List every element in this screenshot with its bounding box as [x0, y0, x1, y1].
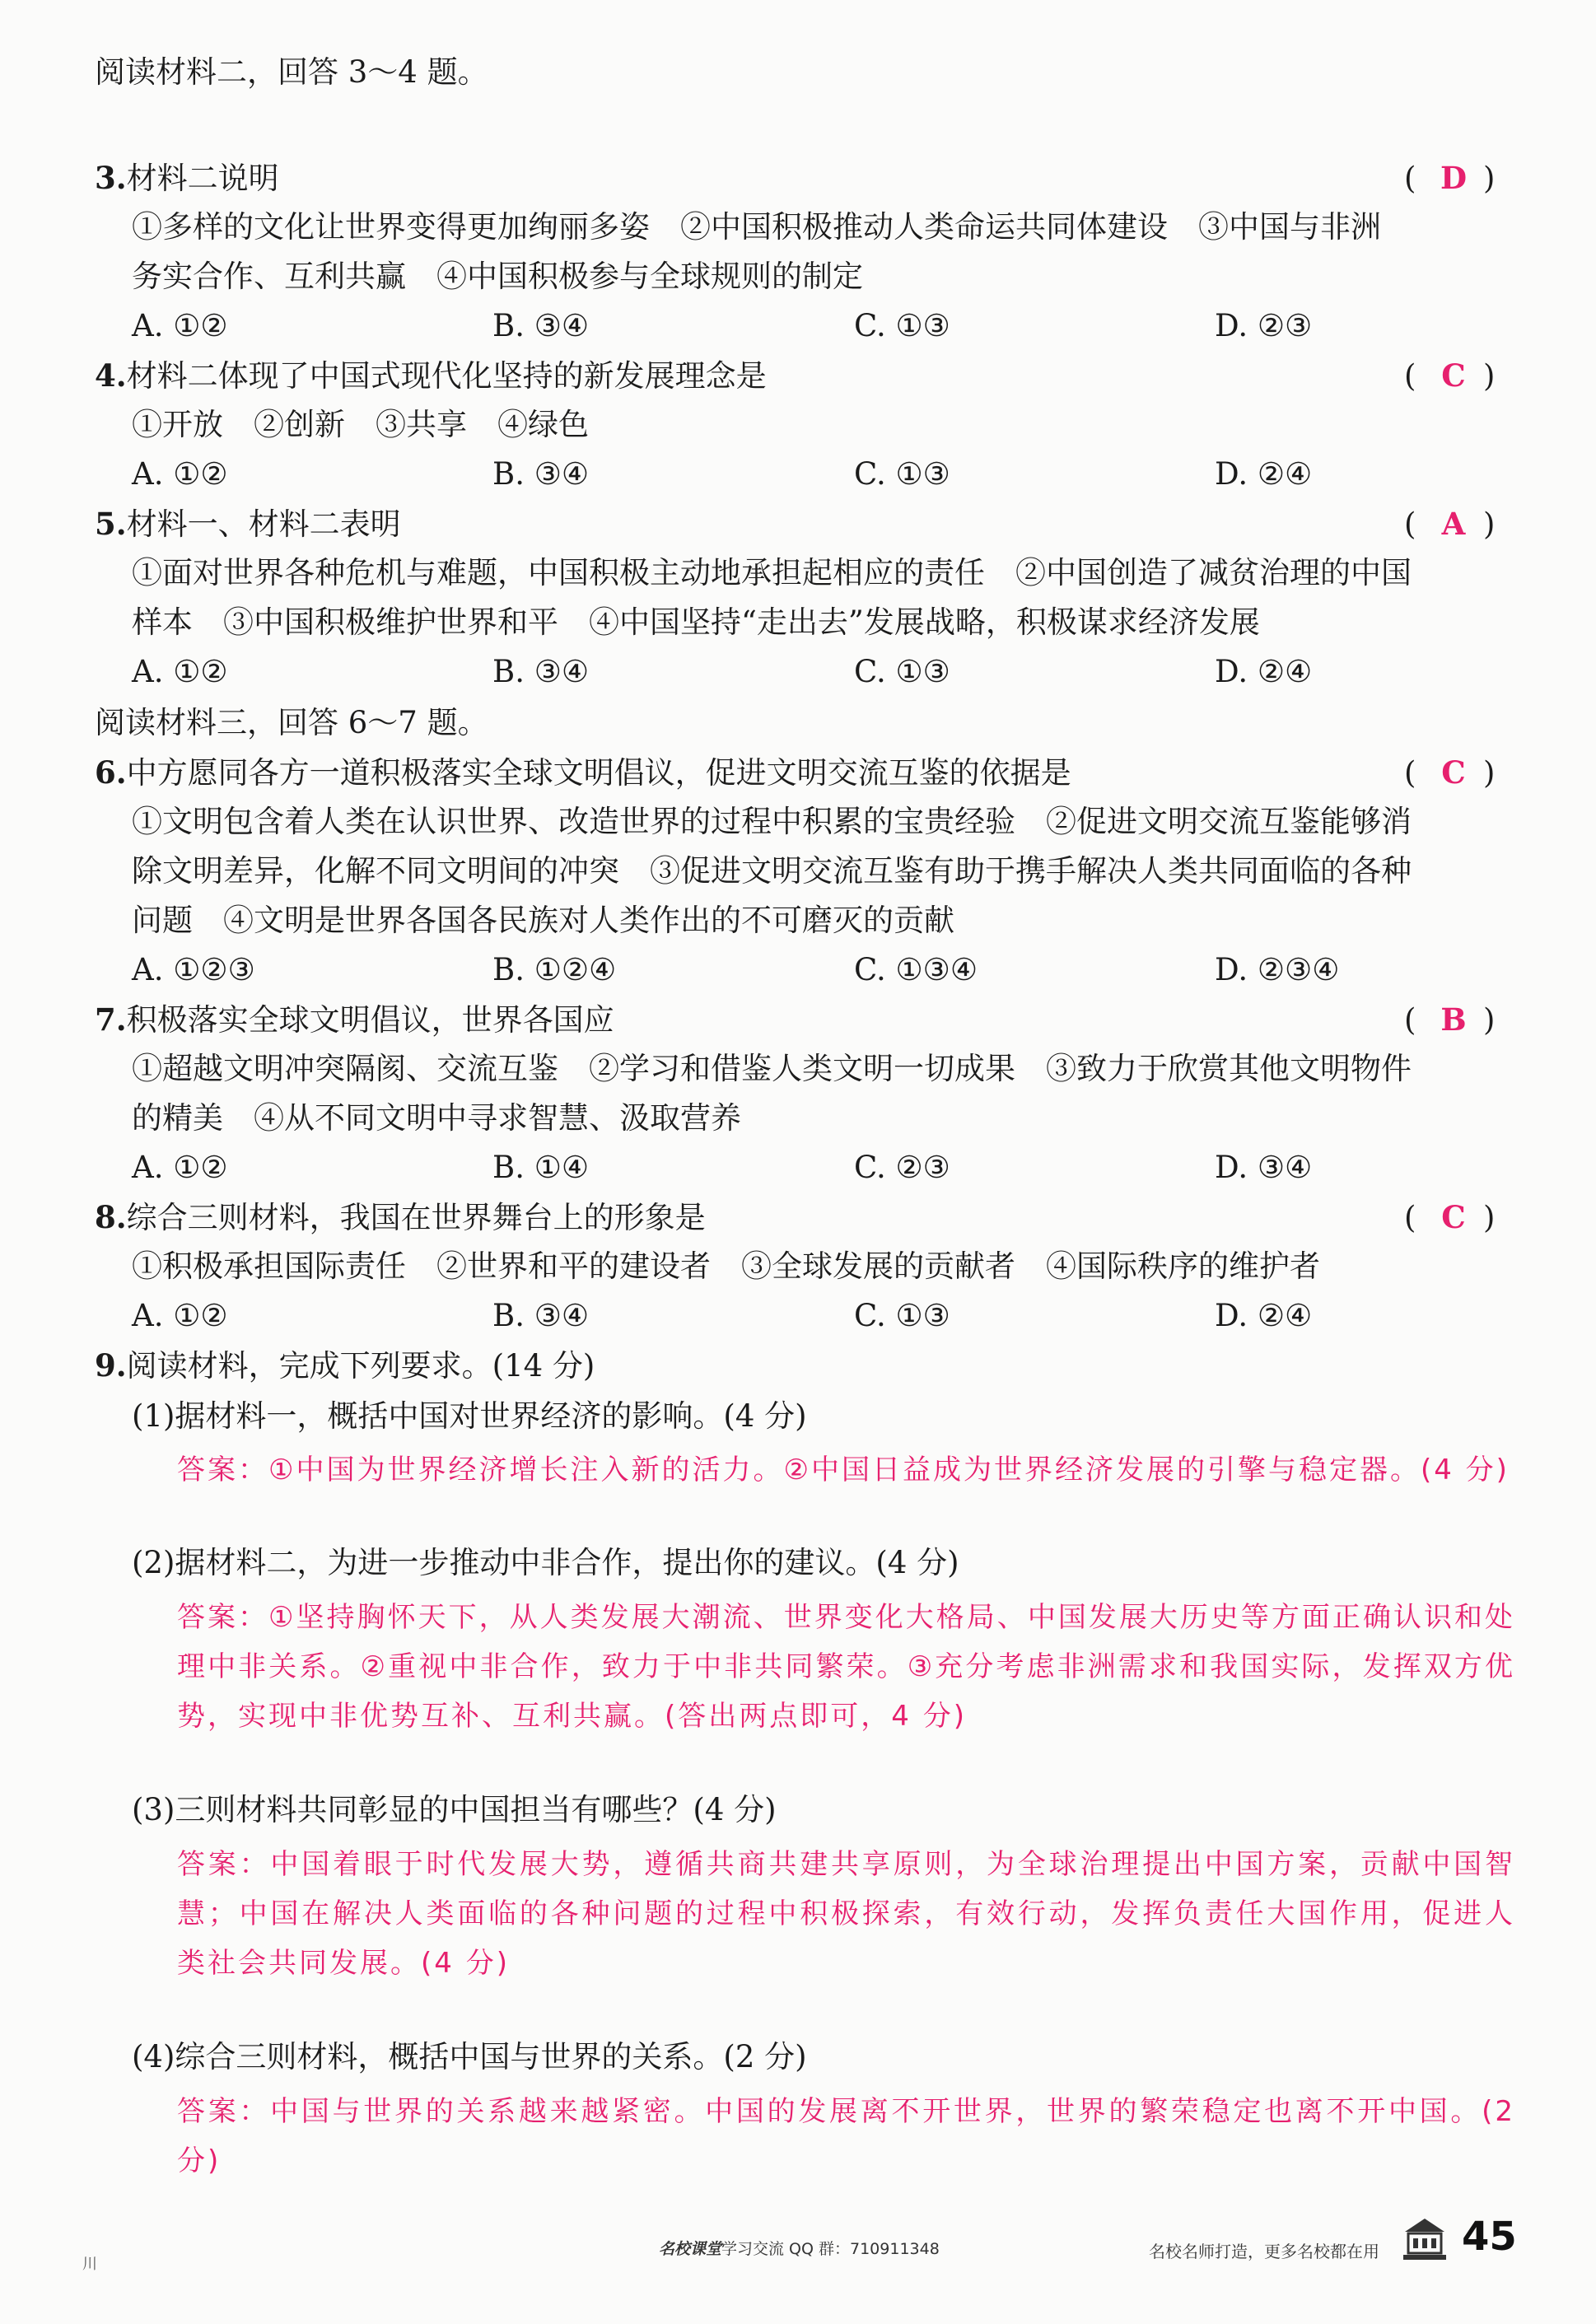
option-b: B. ③④ [492, 456, 590, 492]
subquestion-4: (4)综合三则材料，概括中国与世界的关系。(2 分) [132, 2039, 807, 2074]
option-c: C. ①③ [854, 1298, 950, 1333]
footer-qq-group: 名校课堂学习交流 QQ 群：710911348 [659, 2240, 940, 2258]
question-8-stem: 8.综合三则材料，我国在世界舞台上的形象是 [95, 1199, 706, 1235]
footer-brand: 名校课堂 [659, 2240, 722, 2258]
question-6-answer: ( C ) [1404, 754, 1496, 791]
option-b: B. ③④ [492, 308, 590, 343]
option-c: C. ①③ [854, 654, 950, 689]
option-c: C. ①③ [854, 308, 950, 343]
school-logo-icon [1400, 2215, 1449, 2263]
question-9-stem: 9.阅读材料，完成下列要求。(14 分) [95, 1347, 595, 1384]
option-c: C. ①③ [854, 456, 950, 492]
page-number: 45 [1462, 2214, 1517, 2260]
option-b: B. ③④ [492, 654, 590, 689]
option-a: A. ①② [132, 1298, 228, 1333]
question-5-stem: 5.材料一、材料二表明 [95, 506, 401, 542]
option-a: A. ①② [132, 456, 228, 492]
question-6-line: 问题 ④文明是世界各国各民族对人类作出的不可磨灭的贡献 [132, 903, 954, 938]
question-6-line: ①文明包含着人类在认识世界、改造世界的过程中积累的宝贵经验 ②促进文明交流互鉴能够消 [132, 804, 1412, 839]
option-d: D. ②③ [1215, 308, 1313, 343]
subquestion-3-answer: 答案：中国着眼于时代发展大势，遵循共商共建共享原则，为全球治理提出中国方案，贡献中国智慧；中国在解决人类面临的各种问题的过程中积极探索，有效行动，发挥负责任大国作用，促进人类社会共同发展。(4 分) [177, 1848, 1515, 1980]
question-8-line: ①积极承担国际责任 ②世界和平的建设者 ③全球发展的贡献者 ④国际秩序的维护者 [132, 1248, 1320, 1284]
footer-region-mark: 川 [82, 2256, 97, 2273]
subquestion-1: (1)据材料一，概括中国对世界经济的影响。(4 分) [132, 1398, 807, 1434]
option-c: C. ②③ [854, 1150, 950, 1185]
question-5-answer: ( A ) [1404, 506, 1496, 542]
option-b: B. ③④ [492, 1298, 590, 1333]
question-7-line: 的精美 ④从不同文明中寻求智慧、汲取营养 [132, 1100, 741, 1136]
question-5-line: ①面对世界各种危机与难题，中国积极主动地承担起相应的责任 ②中国创造了减贫治理的中国 [132, 555, 1412, 590]
option-b: B. ①④ [492, 1150, 590, 1185]
option-d: D. ②③④ [1215, 952, 1340, 987]
question-3-line: ①多样的文化让世界变得更加绚丽多姿 ②中国积极推动人类命运共同体建设 ③中国与非洲 [132, 209, 1381, 245]
question-8-answer: ( C ) [1404, 1199, 1496, 1235]
option-a: A. ①② [132, 308, 228, 343]
footer-slogan: 名校名师打造，更多名校都在用 [1149, 2242, 1379, 2261]
question-6-line: 除文明差异，化解不同文明间的冲突 ③促进文明交流互鉴有助于携手解决人类共同面临的各种 [132, 853, 1412, 889]
option-a: A. ①② [132, 654, 228, 689]
subquestion-2-answer: 答案：①坚持胸怀天下，从人类发展大潮流、世界变化大格局、中国发展大历史等方面正确认识和处理中非关系。②重视中非合作，致力于中非共同繁荣。③充分考虑非洲需求和我国实际，发挥双方优势，实现中非优势互补、互利共赢。(答出两点即可，4 分) [177, 1601, 1515, 1733]
option-d: D. ③④ [1215, 1150, 1313, 1185]
option-d: D. ②④ [1215, 456, 1313, 492]
option-d: D. ②④ [1215, 1298, 1313, 1333]
question-4-stem: 4.材料二体现了中国式现代化坚持的新发展理念是 [95, 357, 767, 394]
question-5-line: 样本 ③中国积极维护世界和平 ④中国坚持“走出去”发展战略，积极谋求经济发展 [132, 604, 1260, 640]
question-3-line: 务实合作、互利共赢 ④中国积极参与全球规则的制定 [132, 259, 863, 294]
subquestion-1-answer: 答案：①中国为世界经济增长注入新的活力。②中国日益成为世界经济发展的引擎与稳定器。(4 分) [177, 1454, 1510, 1486]
question-4-line: ①开放 ②创新 ③共享 ④绿色 [132, 407, 589, 442]
question-6-stem: 6.中方愿同各方一道积极落实全球文明倡议，促进文明交流互鉴的依据是 [95, 754, 1071, 791]
option-d: D. ②④ [1215, 654, 1313, 689]
subquestion-4-answer: 答案：中国与世界的关系越来越紧密。中国的发展离不开世界，世界的繁荣稳定也离不开中国。(2 分) [177, 2095, 1515, 2177]
section-intro: 阅读材料三，回答 6～7 题。 [95, 705, 488, 740]
subquestion-3: (3)三则材料共同彰显的中国担当有哪些？(4 分) [132, 1792, 777, 1827]
option-a: A. ①② [132, 1150, 228, 1185]
option-b: B. ①②④ [492, 952, 617, 987]
question-7-line: ①超越文明冲突隔阂、交流互鉴 ②学习和借鉴人类文明一切成果 ③致力于欣赏其他文明物件 [132, 1051, 1412, 1086]
option-c: C. ①③④ [854, 952, 978, 987]
question-3-answer: ( D ) [1404, 160, 1496, 196]
question-7-answer: ( B ) [1404, 1001, 1496, 1038]
subquestion-2: (2)据材料二，为进一步推动中非合作，提出你的建议。(4 分) [132, 1545, 959, 1580]
section-intro: 阅读材料二，回答 3～4 题。 [95, 54, 488, 90]
question-7-stem: 7.积极落实全球文明倡议，世界各国应 [95, 1001, 614, 1038]
question-3-stem: 3.材料二说明 [95, 160, 279, 196]
option-a: A. ①②③ [132, 952, 255, 987]
question-4-answer: ( C ) [1404, 357, 1496, 394]
